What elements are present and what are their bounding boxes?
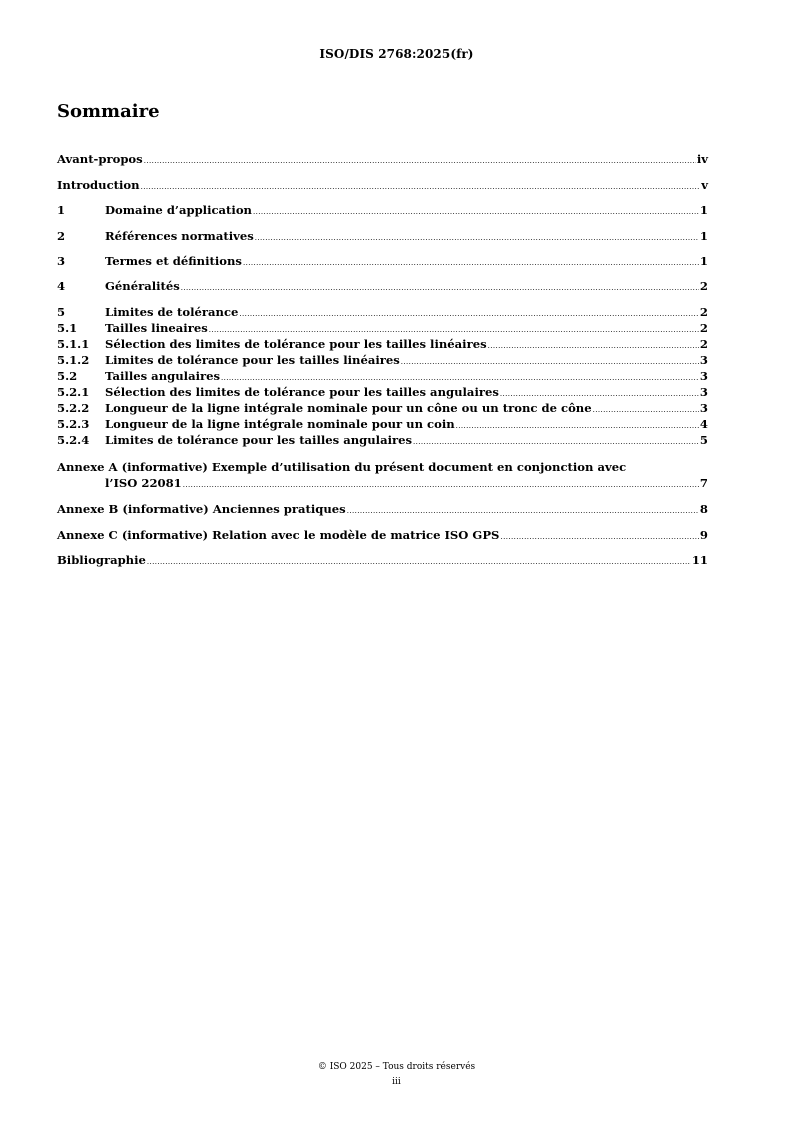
page-title: Sommaire	[57, 101, 160, 122]
toc-page-number: v	[701, 178, 708, 192]
page-number: iii	[392, 1077, 401, 1087]
toc-label: Généralités	[105, 279, 180, 293]
toc-entry-2[interactable]	[57, 228, 708, 244]
toc-number: 5.1.1	[57, 337, 90, 351]
toc-page-number: 4	[699, 417, 708, 431]
toc-label: Termes et définitions	[105, 254, 242, 268]
toc-number: 3	[57, 254, 66, 268]
toc-entry-5-1[interactable]	[57, 320, 708, 336]
toc-entry-1[interactable]	[57, 202, 708, 218]
toc-page-number: 5	[699, 433, 708, 447]
toc-label: Tailles angulaires	[105, 369, 220, 383]
toc-label: Longueur de la ligne intégrale nominale pour un coin	[105, 417, 455, 431]
toc-leader	[147, 554, 691, 570]
toc-label: Domaine d’application	[105, 203, 252, 217]
toc-label: Longueur de la ligne intégrale nominale pour un cône ou un tronc de cône	[105, 401, 592, 415]
toc-number: 5.2.3	[57, 417, 90, 431]
toc-entry-foreword[interactable]	[57, 151, 708, 167]
toc-label: Limites de tolérance pour les tailles linéaires	[105, 353, 400, 367]
toc-number: 5.2.1	[57, 385, 90, 399]
document-header: ISO/DIS 2768:2025(fr)	[319, 47, 474, 61]
toc-number: 5.2.4	[57, 433, 90, 447]
toc-leader	[181, 280, 699, 296]
toc-leader	[144, 153, 696, 169]
toc-page-number: 1	[699, 254, 708, 268]
toc-label: Introduction	[57, 178, 140, 192]
toc-label: Avant-propos	[57, 152, 143, 166]
toc-number: 2	[57, 229, 66, 243]
toc-entry-4[interactable]	[57, 278, 708, 294]
toc-label: Sélection des limites de tolérance pour les tailles linéaires	[105, 337, 487, 351]
toc-label: Limites de tolérance	[105, 305, 239, 319]
toc-page-number: 3	[699, 369, 708, 383]
toc-page-number: 3	[699, 385, 708, 399]
toc-number: 5.2	[57, 369, 78, 383]
toc-page-number: 11	[691, 553, 708, 567]
toc-label: Limites de tolérance pour les tailles angulaires	[105, 433, 413, 447]
toc-leader	[253, 204, 699, 220]
toc-page-number: 7	[699, 476, 708, 490]
toc-entry-5-2-1[interactable]	[57, 384, 708, 400]
toc-leader	[255, 230, 699, 246]
toc-entry-introduction[interactable]	[57, 177, 708, 193]
toc-entry-annex-b[interactable]	[57, 501, 708, 517]
toc-number: 5	[57, 305, 66, 319]
toc-page-number: 3	[699, 353, 708, 367]
toc-number: 4	[57, 279, 66, 293]
toc-page-number: 3	[699, 401, 708, 415]
toc-leader	[141, 179, 701, 195]
toc-page-number: 9	[699, 528, 708, 542]
toc-page-number: 1	[699, 229, 708, 243]
toc-label: Bibliographie	[57, 553, 146, 567]
toc-page-number: 2	[699, 321, 708, 335]
toc-leader	[347, 503, 699, 519]
toc-entry-5-2-2[interactable]	[57, 400, 708, 416]
toc-leader	[243, 255, 699, 271]
toc-entry-annex-a-line1[interactable]: Annexe A (informative) Exemple d’utilisation du présent document en conjonction avec	[57, 460, 627, 474]
toc-leader	[500, 529, 698, 545]
toc-page-number: 2	[699, 279, 708, 293]
toc-leader	[183, 477, 699, 493]
toc-page-number: 8	[699, 502, 708, 516]
toc-number: 5.1	[57, 321, 78, 335]
toc-entry-5-2-4[interactable]	[57, 432, 708, 448]
toc-page-number: 2	[699, 337, 708, 351]
toc-entry-5-1-2[interactable]	[57, 352, 708, 368]
toc-entry-annex-c[interactable]	[57, 527, 708, 543]
toc-page-number: iv	[696, 152, 708, 166]
toc-entry-bibliography[interactable]	[57, 552, 708, 568]
toc-page-number: 2	[699, 305, 708, 319]
toc-label: l’ISO 22081	[105, 476, 182, 490]
toc-entry-5[interactable]	[57, 304, 708, 320]
toc-entry-3[interactable]	[57, 253, 708, 269]
toc-number: 5.1.2	[57, 353, 90, 367]
toc-label: Tailles lineaires	[105, 321, 208, 335]
copyright-notice: © ISO 2025 – Tous droits réservés	[317, 1062, 476, 1072]
toc-entry-5-2-3[interactable]	[57, 416, 708, 432]
toc-label: Annexe B (informative) Anciennes pratiques	[57, 502, 346, 516]
toc-entry-5-1-1[interactable]	[57, 336, 708, 352]
toc-entry-5-2[interactable]	[57, 368, 708, 384]
toc-label: Annexe C (informative) Relation avec le modèle de matrice ISO GPS	[57, 528, 500, 542]
toc-label: Références normatives	[105, 229, 254, 243]
toc-page-number: 1	[699, 203, 708, 217]
toc-number: 5.2.2	[57, 401, 90, 415]
toc-leader	[413, 434, 699, 450]
toc-entry-annex-a[interactable]	[57, 475, 708, 491]
toc-label: Sélection des limites de tolérance pour les tailles angulaires	[105, 385, 499, 399]
toc-number: 1	[57, 203, 66, 217]
